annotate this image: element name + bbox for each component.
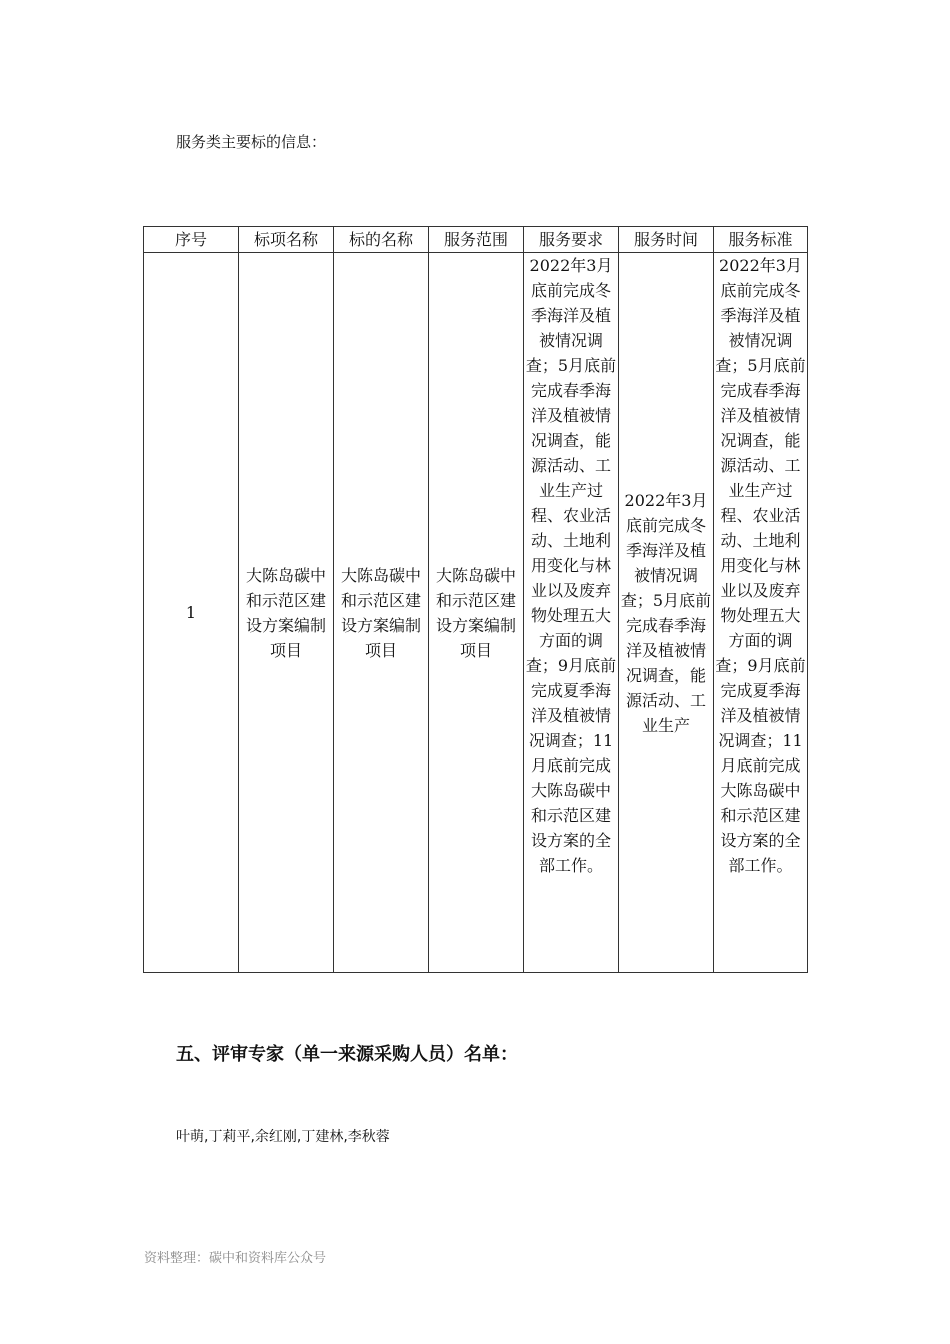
table-row bbox=[144, 253, 808, 973]
header-seq: 序号 bbox=[144, 227, 239, 253]
header-service-standard: 服务标准 bbox=[714, 227, 808, 253]
section-title-experts: 五、评审专家（单一来源采购人员）名单： bbox=[176, 1044, 518, 1065]
intro-text: 服务类主要标的信息： bbox=[176, 133, 327, 151]
cell-subject-name: 大陈岛碳中和示范区建设方案编制项目 bbox=[334, 253, 429, 973]
header-service-requirement: 服务要求 bbox=[524, 227, 619, 253]
cell-item-name: 大陈岛碳中和示范区建设方案编制项目 bbox=[239, 253, 334, 973]
cell-service-time: 2022年3月底前完成冬季海洋及植被情况调查；5月底前完成春季海洋及植被情况调查，能源活动、工业生产 bbox=[619, 253, 714, 973]
cell-service-scope: 大陈岛碳中和示范区建设方案编制项目 bbox=[429, 253, 524, 973]
header-subject-name: 标的名称 bbox=[334, 227, 429, 253]
service-info-table bbox=[143, 226, 808, 973]
cell-service-requirement: 2022年3月底前完成冬季海洋及植被情况调查；5月底前完成春季海洋及植被情况调查，能源活动、工业生产过程、农业活动、土地利用变化与林业以及废弃物处理五大方面的调查；9月底前完成夏季海洋及植被情况调查；11月底前完成大陈岛碳中和示范区建设方案的全部工作。 bbox=[524, 253, 619, 973]
expert-list: 叶萌,丁莉平,余红刚,丁建林,李秋蓉 bbox=[176, 1129, 390, 1145]
header-item-name: 标项名称 bbox=[239, 227, 334, 253]
header-service-time: 服务时间 bbox=[619, 227, 714, 253]
cell-service-standard: 2022年3月底前完成冬季海洋及植被情况调查；5月底前完成春季海洋及植被情况调查，能源活动、工业生产过程、农业活动、土地利用变化与林业以及废弃物处理五大方面的调查；9月底前完成夏季海洋及植被情况调查；11月底前完成大陈岛碳中和示范区建设方案的全部工作。 bbox=[714, 253, 808, 973]
table-header-row bbox=[144, 227, 808, 253]
cell-seq: 1 bbox=[144, 253, 239, 973]
footer-source-note: 资料整理：碳中和资料库公众号 bbox=[144, 1251, 327, 1266]
header-service-scope: 服务范围 bbox=[429, 227, 524, 253]
